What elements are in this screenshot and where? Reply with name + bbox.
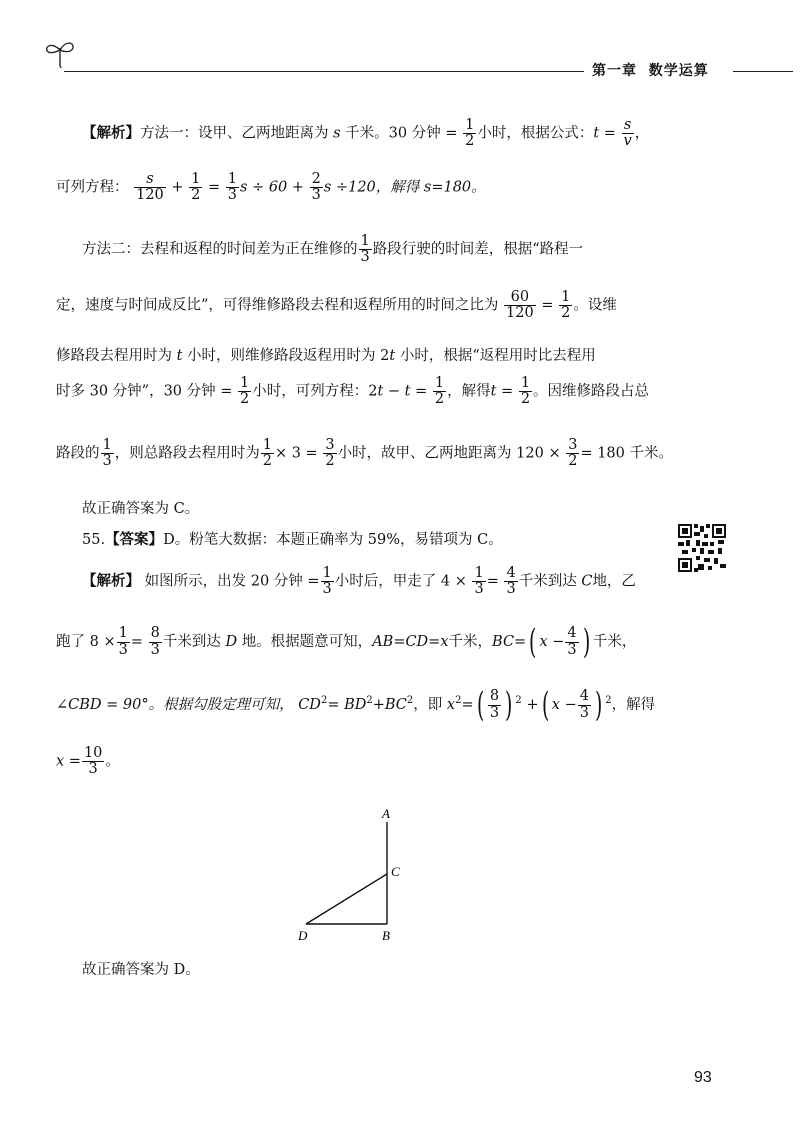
- qr-code-icon: [678, 524, 726, 572]
- header-rule-left: [64, 71, 584, 72]
- chapter-title: 第一章 数学运算: [592, 63, 709, 79]
- p54-line-1: 【解析】方法一：设甲、乙两地距离为 s 千米。30 分钟 = $\frac{1}{2}$ 小时，根据公式：t = $\frac{s}{v}$ ，: [82, 117, 650, 150]
- p54-line-3: 方法二：去程和返程的时间差为正在维修的 $\frac{1}{3}$ 路段行驶的时间差，根据“路程一: [82, 233, 584, 266]
- p55-answer-line: 55.【答案】D。粉笔大数据：本题正确率为 59%，易错项为 C。: [82, 531, 503, 548]
- point-label-a: A: [382, 806, 390, 821]
- p54-line-6: 时多 30 分钟”，30 分钟 = $\frac{1}{2}$ 小时，可列方程：2t − t = $\frac{1}{2}$ ，解得t = $\frac{1}{2}$ 。因维修路段占总: [56, 375, 650, 408]
- p54-line-2: 可列方程： $\frac{s}{120}$ + $\frac{1}{2}$ = $\frac{1}{3}$ s ÷ 60 + $\frac{2}{3}$ s ÷120，解得 s=180。: [56, 171, 486, 204]
- p55-line-4: x = $\frac{10}{3}$ 。: [56, 745, 120, 778]
- page-number: 93: [694, 1069, 712, 1086]
- header-rule-right: [733, 71, 793, 72]
- point-label-b: B: [382, 928, 390, 943]
- geometry-diagram: [290, 800, 410, 948]
- p55-answer: 故正确答案为 D。: [82, 962, 200, 978]
- p54-line-5: 修路段去程用时为 t 小时，则维修路段返程用时为 2t 小时，根据“返程用时比去程用: [56, 348, 596, 364]
- p54-line-4: 定，速度与时间成反比”，可得维修路段去程和返程所用的时间之比为 $\frac{60}{120}$ = $\frac{1}{2}$ 。设维: [56, 289, 617, 322]
- p54-answer: 故正确答案为 C。: [82, 501, 200, 517]
- sprout-logo-icon: [42, 38, 78, 68]
- p55-line-2: 跑了 8 × $\frac{1}{3}$ = $\frac{8}{3}$ 千米到达 D 地。根据题意可知，AB=CD=x千米，BC=( x − $\frac{4}{3}$ ) 千米，: [56, 622, 637, 662]
- segment-dc: [306, 874, 387, 924]
- p55-line-1: 【解析】 如图所示，出发 20 分钟 = $\frac{1}{3}$ 小时后，甲走了 4 × $\frac{1}{3}$ = $\frac{4}{3}$ 千米到达 C地，乙: [82, 565, 636, 598]
- point-label-d: D: [298, 928, 308, 943]
- point-label-c: C: [391, 864, 400, 879]
- p54-line-7: 路段的 $\frac{1}{3}$ ，则总路段去程用时为 $\frac{1}{2}$ × 3 = $\frac{3}{2}$ 小时，故甲、乙两地距离为 120 × $\frac{3}{2}$ = 180 千米。: [56, 437, 673, 470]
- p55-line-3: ∠CBD = 90°。根据勾股定理可知， $CD^2= BD^2+BC^2$，即 $x^2=$( $\frac{8}{3}$ ) $^2$ +( x − $\frac{4}{3}$ ) $^2$，解得: [56, 685, 656, 725]
